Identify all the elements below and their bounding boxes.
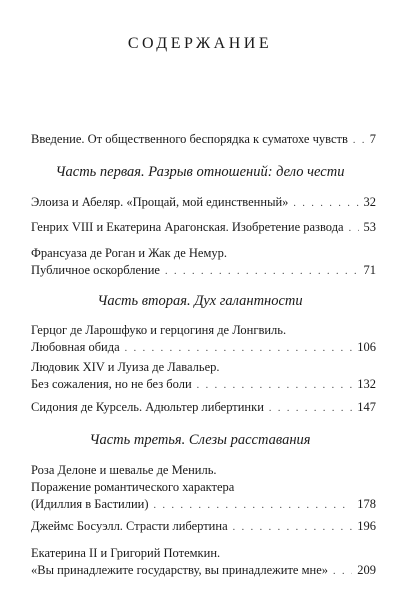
toc-page-number: 7 — [369, 132, 376, 146]
toc-entry-line — [31, 194, 376, 212]
dot-leader — [293, 195, 358, 212]
toc-entry-text: Роза Делоне и шевалье де Мениль. — [31, 463, 217, 477]
toc-entry — [31, 359, 376, 394]
toc-entry-line — [31, 262, 376, 280]
dot-leader — [333, 563, 352, 580]
toc-page-number: 106 — [357, 340, 376, 354]
toc-page-number: 32 — [363, 195, 376, 209]
dot-leader — [353, 132, 365, 149]
part-title: Часть вторая. Дух галантности — [97, 293, 303, 309]
toc-page-number: 147 — [357, 400, 376, 414]
toc-entry — [31, 219, 376, 237]
toc-entry-text: Людовик XIV и Луиза де Лавальер. — [31, 360, 220, 374]
toc-entry-line — [31, 376, 376, 394]
toc-entry — [31, 322, 376, 357]
toc-page-number: 196 — [357, 519, 376, 533]
toc-entry — [31, 462, 376, 514]
page-title: СОДЕРЖАНИЕ — [127, 35, 273, 52]
toc-page-number: 178 — [357, 497, 376, 511]
toc-page-number: 53 — [363, 220, 376, 234]
toc-entry-line — [31, 131, 376, 149]
toc-entry-text: Поражение романтического характера — [31, 480, 235, 494]
toc-entry-intro — [31, 131, 376, 149]
dot-leader — [165, 263, 359, 280]
toc-entry — [31, 399, 376, 417]
toc-entry-text: Публичное оскорбление — [31, 263, 160, 277]
toc-page-number: 132 — [357, 377, 376, 391]
toc-entry-text: Екатерина II и Григорий Потемкин. — [31, 546, 221, 560]
dot-leader — [197, 377, 353, 394]
toc-entry — [31, 518, 376, 536]
toc-entry-text: Герцог де Ларошфуко и герцогиня де Лонгвиль. — [31, 323, 287, 337]
dot-leader — [349, 220, 359, 237]
toc-entry-text: Без сожаления, но не без боли — [31, 377, 192, 391]
toc-entry-text: Введение. От общественного беспорядка к суматохе чувств — [31, 132, 348, 146]
toc-entry-line — [31, 399, 376, 417]
toc-entry — [31, 194, 376, 212]
dot-leader — [125, 340, 353, 357]
toc-entry — [31, 545, 376, 580]
toc-page-number: 209 — [357, 563, 376, 577]
dot-leader — [269, 400, 352, 417]
toc-entry-text: (Идиллия в Бастилии) — [31, 497, 149, 511]
toc-page-number: 71 — [363, 263, 376, 277]
toc-entry — [31, 245, 376, 280]
toc-entry-line — [31, 562, 376, 580]
toc-entry-text: «Вы принадлежите государству, вы принадлежите мне» — [31, 563, 328, 577]
toc-entry-text: Джеймс Босуэлл. Страсти либертина — [31, 519, 228, 533]
part-title: Часть первая. Разрыв отношений: дело чести — [55, 164, 345, 180]
dot-leader — [233, 519, 353, 536]
toc-entry-text: Элоиза и Абеляр. «Прощай, мой единственный» — [31, 195, 289, 209]
toc-entry-text: Любовная обида — [31, 340, 120, 354]
part-title: Часть третья. Слезы расставания — [89, 432, 311, 448]
toc-entry-line — [31, 518, 376, 536]
toc-entry-line — [31, 496, 376, 514]
toc-entry-text: Франсуаза де Роган и Жак де Немур. — [31, 246, 227, 260]
toc-entry-line — [31, 339, 376, 357]
toc-entry-text: Сидония де Курсель. Адюльтер либертинки — [31, 400, 264, 414]
toc-entry-line — [31, 219, 376, 237]
toc-entry-text: Генрих VIII и Екатерина Арагонская. Изобретение развода — [31, 220, 344, 234]
dot-leader — [154, 497, 353, 514]
